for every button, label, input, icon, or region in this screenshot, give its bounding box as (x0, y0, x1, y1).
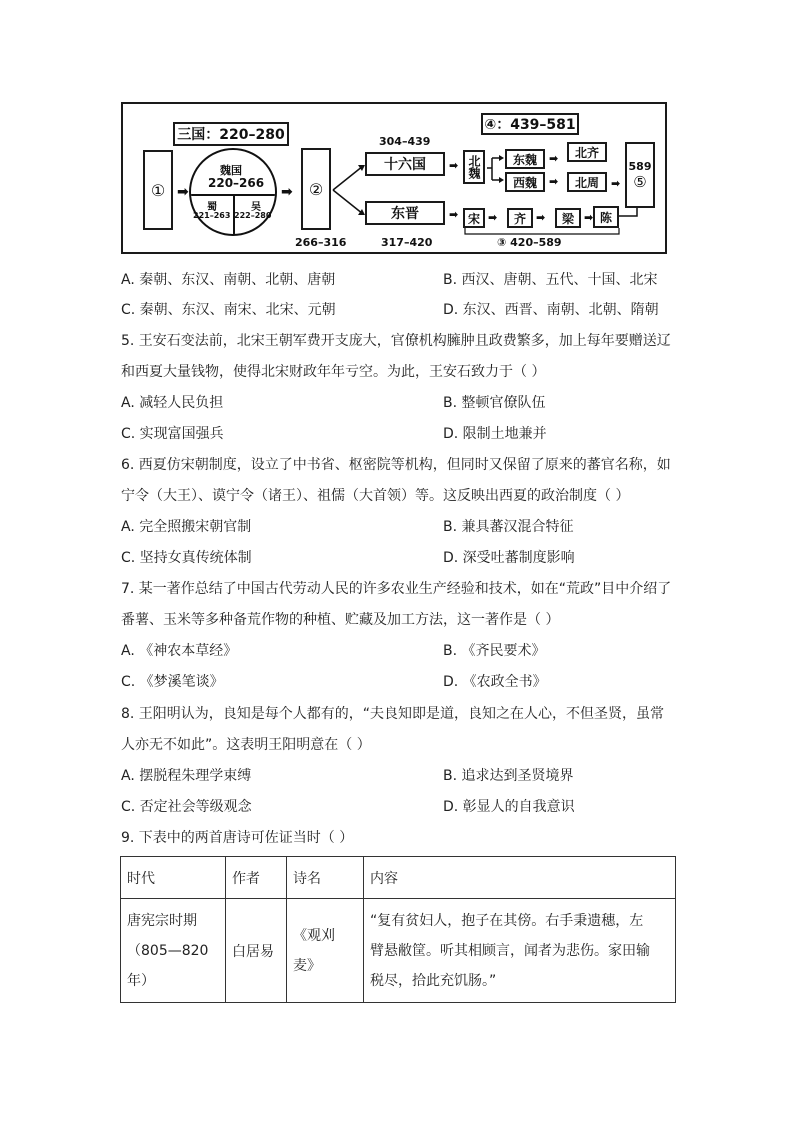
q7-stem-line1: 7. 某一著作总结了中国古代劳动人民的许多农业生产经验和技术，如在“荒政”目中介绍了 (121, 581, 672, 597)
liang-box: 梁 (555, 208, 581, 228)
shiliuguo-box: 十六国 (365, 152, 445, 176)
wei-label: 魏国 (220, 164, 242, 177)
table-header-row (121, 857, 676, 899)
cell-era: 唐宪宗时期 （805—820 年） (121, 899, 226, 1003)
arrow-icon: ➡ (488, 211, 498, 224)
arrow-icon: ➡ (549, 152, 559, 165)
beiwei-box: 北魏 (463, 150, 485, 184)
arrow-icon: ➡ (449, 208, 459, 221)
shiliuguo-years: 304–439 (379, 135, 431, 148)
box2-years: 266–316 (295, 236, 347, 249)
box-1: ① (143, 150, 173, 230)
q6-stem-line1: 6. 西夏仿宋朝制度，设立了中书省、枢密院等机构，但同时又保留了原来的蕃官名称，如 (121, 457, 671, 473)
q8-stem-line2: 人亦无不如此”。这表明王阳明意在（ ） (121, 737, 371, 753)
q8-option-d: D. 彰显人的自我意识 (443, 799, 575, 815)
sanguo-title: 三国：220–280 (177, 127, 285, 143)
q5-stem-line1: 5. 王安石变法前，北宋王朝军费开支庞大，官僚机构臃肿且政费繁多，加上每年要赠送辽 (121, 333, 671, 349)
q7-stem-line2: 番薯、玉米等多种备荒作物的种植、贮藏及加工方法，这一著作是（ ） (121, 612, 560, 628)
q7-option-d: D. 《农政全书》 (443, 674, 547, 690)
wu-label: 吴 (251, 202, 261, 213)
header-era: 时代 (121, 857, 226, 899)
beiqi-box: 北齐 (567, 142, 607, 162)
arrow-icon: ➡ (281, 184, 293, 200)
box-2: ② (301, 148, 331, 230)
split-arrows (486, 154, 506, 184)
q4-option-b: B. 西汉、唐朝、五代、十国、北宋 (443, 272, 658, 288)
shu-years: 221–263 (193, 211, 231, 220)
chen-box: 陈 (593, 206, 619, 228)
qi-box: 齐 (507, 208, 533, 228)
dongwei-box: 东魏 (505, 149, 545, 169)
q8-option-c: C. 否定社会等级观念 (121, 799, 252, 815)
dynasty-diagram (121, 102, 667, 254)
q5-option-b: B. 整顿官僚队伍 (443, 395, 546, 411)
q4-option-c: C. 秦朝、东汉、南宋、北宋、元朝 (121, 302, 336, 318)
q5-stem-line2: 和西夏大量钱物，使得北宋财政年年亏空。为此，王安石致力于（ ） (121, 364, 546, 380)
dongjin-years: 317–420 (381, 236, 433, 249)
header-content: 内容 (364, 857, 676, 899)
header-title: 诗名 (287, 857, 364, 899)
q6-option-a: A. 完全照搬宋朝官制 (121, 519, 252, 535)
song-box: 宋 (463, 208, 485, 228)
q8-stem-line1: 8. 王阳明认为，良知是每个人都有的，“夫良知即是道，良知之在人心，不但圣贤，虽常 (121, 706, 665, 722)
q6-option-d: D. 深受吐蕃制度影响 (443, 550, 575, 566)
q5-option-c: C. 实现富国强兵 (121, 426, 224, 442)
q6-option-c: C. 坚持女真传统体制 (121, 550, 252, 566)
q7-option-c: C. 《梦溪笔谈》 (121, 674, 224, 690)
q6-stem-line2: 宁令（大王）、谟宁令（诸王）、祖儒（大首领）等。这反映出西夏的政治制度（ ） (121, 488, 630, 504)
q7-option-b: B. 《齐民要术》 (443, 643, 546, 659)
cell-title: 《观刈 麦》 (287, 899, 364, 1003)
poem-table (120, 856, 676, 1003)
q8-option-b: B. 追求达到圣贤境界 (443, 768, 574, 784)
q4-option-d: D. 东汉、西晋、南朝、北朝、隋朝 (443, 302, 659, 318)
dongjin-box: 东晋 (365, 201, 445, 225)
cell-content: “复有贫妇人，抱子在其傍。右手秉遗穗，左 臂悬敝筐。听其相顾言，闻者为悲伤。家田输 税尽，拾此充饥肠。” (364, 899, 676, 1003)
q4-option-a: A. 秦朝、东汉、南朝、北朝、唐朝 (121, 272, 336, 288)
q5-option-a: A. 减轻人民负担 (121, 395, 224, 411)
arrow-icon: ➡ (536, 211, 546, 224)
branch-lines (331, 160, 367, 220)
wei-years: 220–266 (208, 176, 265, 190)
arrow-icon: ➡ (449, 159, 459, 172)
q5-option-d: D. 限制土地兼并 (443, 426, 547, 442)
q7-option-a: A. 《神农本草经》 (121, 643, 238, 659)
arrow-icon: ➡ (584, 211, 594, 224)
final-box (625, 142, 655, 208)
final-year: 589 (628, 159, 652, 173)
wu-years: 222–280 (234, 211, 272, 220)
q6-option-b: B. 兼具蕃汉混合特征 (443, 519, 574, 535)
arrow-icon: ➡ (177, 184, 189, 200)
beizhou-box: 北周 (567, 172, 607, 192)
q8-option-a: A. 摆脱程朱理学束缚 (121, 768, 252, 784)
q9-stem: 9. 下表中的两首唐诗可佐证当时（ ） (121, 830, 354, 846)
sanguo-title-box (173, 122, 289, 146)
xiwei-box: 西魏 (505, 172, 545, 192)
shu-label: 蜀 (207, 202, 217, 213)
table-row (121, 899, 676, 1003)
arrow-icon: ➡ (549, 175, 559, 188)
header-author: 作者 (226, 857, 287, 899)
final-num: ⑤ (633, 172, 647, 191)
period3-label: ③ 420–589 (497, 236, 562, 249)
arrow-icon: ➡ (611, 177, 621, 190)
cell-author: 白居易 (226, 899, 287, 1003)
period4-box: ④：439–581 (481, 113, 579, 135)
